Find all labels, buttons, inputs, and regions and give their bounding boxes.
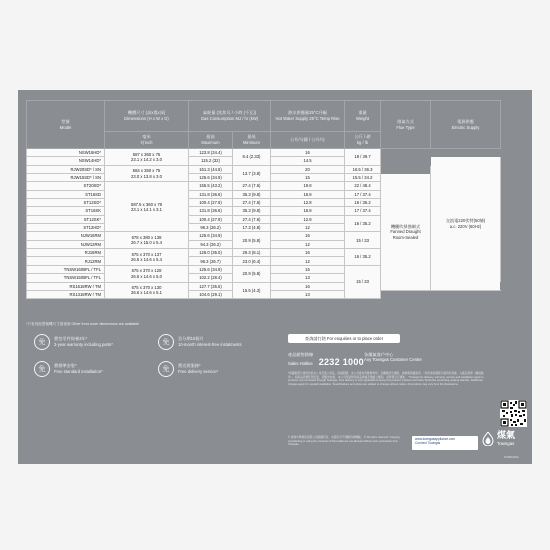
benefit-zh: 費包零件保養3年*	[54, 336, 88, 342]
website-link[interactable]	[412, 436, 478, 450]
gas-max-cell: 100.4 (27.9)	[189, 215, 233, 223]
gas-max-cell: 96.3 (26.2)	[189, 224, 233, 232]
water-cell: 16	[271, 282, 345, 290]
gas-min-cell: 20.9 (5.8)	[233, 265, 271, 282]
header-dim-units: 毫米 吋inch	[105, 132, 189, 149]
leaflet-code: TA/WH/2022	[504, 456, 519, 459]
benefit-zh: 費送貨服務*	[178, 363, 201, 369]
header-dimensions: 機體尺寸 (高x寬x深) Dimensions (H x W x D)	[105, 101, 189, 132]
gas-min-cell: 27.4 (7.6)	[233, 215, 271, 223]
model-cell: ST16SD	[27, 190, 105, 198]
gas-max-cell: 94.3 (26.2)	[189, 240, 233, 248]
weight-cell: 16.5 / 36.3	[345, 165, 381, 173]
water-cell: 16	[271, 249, 345, 257]
model-cell: NSW14HD*	[27, 157, 105, 165]
gas-max-cell: 126.0 (35.0)	[189, 249, 233, 257]
hotline-label-zh: 產品銷售熱線	[288, 352, 314, 357]
model-cell: NJW12RM	[27, 240, 105, 248]
weight-cell: 18 / 39.7	[345, 149, 381, 166]
model-cell: TNSW1608FL / TFL	[27, 265, 105, 273]
model-cell: RJW15SD* / SN	[27, 174, 105, 182]
weight-cell: 17 / 37.4	[345, 207, 381, 215]
gas-min-cell: 17.3 (4.8)	[233, 224, 271, 232]
benefit-delivery	[158, 361, 218, 377]
gas-min-cell: 35.3 (9.8)	[233, 207, 271, 215]
gas-max-cell: 125.6 (34.9)	[189, 174, 233, 182]
header-flue: 排氣方式 Flue Type	[381, 101, 431, 149]
spec-table	[26, 100, 501, 299]
header-hot-water: 熱水供應量25°C升幅 Hot Water Supply 25°C Temp Rise	[271, 101, 345, 132]
gas-min-cell: 13.7 (3.8)	[233, 165, 271, 182]
terms-text: *保養服務只適用於經本公司安裝之產品，保養期間，本公司會負責維修費用。有關條款及細則，請參閱保養證書。*免費送貨服務只適用於香港、九龍及新界（離島除外）。如產品需要特別安裝，需額外收費。本公司保留修改產品規格及價格之權利，而毋須另行通知。 *Charges for delivery, warranty, service and installation apply to products not purchased through Towngas. Free delivery is only applicable to Hong Kong Island, Kowloon and New Territories (excluding outlying islands). Additional charges apply for special installation. Specifications and prices are subject to change without notice. All products may vary from the illustrations.	[288, 372, 484, 386]
enquiry-label: 查詢請打熱 For enquiries or to place order	[304, 335, 384, 341]
water-cell: 12.8	[271, 215, 345, 223]
model-cell: ST20SD*	[27, 182, 105, 190]
water-cell: 16	[271, 149, 345, 157]
gas-max-cell: 125.6 (34.9)	[189, 265, 233, 273]
model-cell: RS1618RW / TM	[27, 282, 105, 290]
gas-max-cell: 125.6 (34.9)	[189, 232, 233, 240]
model-cell: NSW16HD*	[27, 149, 105, 157]
gas-max-cell: 155.5 (43.2)	[189, 182, 233, 190]
benefit-installation	[34, 361, 103, 377]
header-gas-max: 最高 Maximum	[189, 132, 233, 149]
water-cell: 12	[271, 257, 345, 265]
gas-max-cell: 123.8 (34.4)	[189, 149, 233, 157]
weight-cell: 16 / 35.2	[345, 215, 381, 232]
header-model: 型號 Model	[27, 101, 105, 149]
free-badge-icon: 免	[34, 361, 50, 377]
header-weight: 重量 Weight	[345, 101, 381, 132]
towngas-logo	[482, 432, 515, 446]
sales-hotline	[288, 352, 364, 367]
gas-max-cell: 104.6 (29.1)	[189, 290, 233, 298]
table-row	[27, 149, 501, 157]
model-cell: NJW16RM	[27, 232, 105, 240]
water-cell: 16	[271, 232, 345, 240]
flue-type-cell: 機櫃吹掃強制式 Fanned Draught Room-Sealed	[381, 174, 431, 291]
model-cell: RJW20SD* / SN	[27, 165, 105, 173]
water-cell: 15	[271, 174, 345, 182]
free-badge-icon: 免	[158, 334, 174, 350]
gas-min-cell: 15.5 (4.3)	[233, 282, 271, 299]
water-cell: 14.5	[271, 157, 345, 165]
gas-max-cell: 161.3 (44.8)	[189, 165, 233, 173]
logo-zh: 煤氣	[497, 431, 516, 441]
model-cell: RJ12RM	[27, 257, 105, 265]
water-cell: 12.8	[271, 199, 345, 207]
dimension-cell: 678 x 380 x 138 26.7 x 15.0 x 5.4	[105, 232, 189, 249]
weight-cell: 17 / 37.4	[345, 190, 381, 198]
centre-en: Any Towngas Customer Centre	[364, 357, 422, 363]
water-cell: 12	[271, 240, 345, 248]
gas-min-cell: 29.3 (8.1)	[233, 249, 271, 257]
water-cell: 16.8	[271, 207, 345, 215]
dimension-cell: 584 x 350 x 75 23.0 x 13.8 x 3.0	[105, 165, 189, 182]
gas-max-cell: 96.3 (26.7)	[189, 257, 233, 265]
model-cell: ST12HD*	[27, 224, 105, 232]
dimension-cell: 675 x 370 x 130 26.6 x 14.6 x 5.1	[105, 282, 189, 299]
model-cell: ST12SD*	[27, 199, 105, 207]
header-weight-units: 公斤 / 磅 kg / lb	[345, 132, 381, 149]
gas-min-cell: 23.0 (6.4)	[233, 257, 271, 265]
weight-cell: 15.5 / 34.2	[345, 174, 381, 182]
connect-label: Connect Towngas	[415, 441, 441, 446]
header-gas-min: 最低 Minimum	[233, 132, 271, 149]
header-gas: 氣耗量 (兆焦耳 / 小時 (千瓦)) Gas Consumption MJ / hr (kW)	[189, 101, 271, 132]
water-cell: 12	[271, 224, 345, 232]
model-cell: TNSW1508FL / TFL	[27, 274, 105, 282]
free-badge-icon: 免	[158, 361, 174, 377]
model-cell: ST16SK	[27, 207, 105, 215]
hotline-label-en: Sales Hotline	[288, 361, 313, 367]
water-cell: 13	[271, 290, 345, 298]
model-cell: RS1318RW / TM	[27, 290, 105, 298]
model-cell: RJ16RM	[27, 249, 105, 257]
electric-supply-cell: 交流電220伏特(50赫) a.c. 220V (50Hz)	[431, 157, 501, 291]
benefit-en: 10-month interest-free instalments	[178, 342, 242, 347]
dimension-cell: 675 x 370 x 137 26.6 x 14.6 x 5.4	[105, 249, 189, 266]
customer-centre	[364, 352, 422, 363]
website-url: www.towngasappliance.com	[415, 437, 456, 441]
gas-max-cell: 115.2 (32)	[189, 157, 233, 165]
logo-en: Towngas	[497, 441, 515, 446]
water-cell: 13	[271, 274, 345, 282]
water-cell: 16.8	[271, 190, 345, 198]
weight-cell: 22 / 48.4	[345, 182, 381, 190]
benefit-en: Free standard installation*	[54, 369, 103, 374]
table-footnote: *只有其他型號機尺寸請查詢 Other front cover dimensions are available	[26, 322, 140, 326]
gas-max-cell: 100.4 (27.9)	[189, 199, 233, 207]
flame-logo-icon	[482, 432, 494, 446]
weight-cell: 16 / 35.2	[345, 249, 381, 266]
free-badge-icon: 免	[34, 334, 50, 350]
weight-cell: 15 / 33	[345, 232, 381, 249]
gas-min-cell: 27.4 (7.6)	[233, 199, 271, 207]
gas-max-cell: 102.2 (28.4)	[189, 274, 233, 282]
gas-min-cell: 20.9 (5.8)	[233, 232, 271, 249]
gas-min-cell: 8.4 (2.33)	[233, 149, 271, 166]
header-electric: 電源供應 Electric Supply	[431, 101, 501, 149]
weight-cell: 16 / 35.2	[345, 199, 381, 207]
benefit-en: 3-year warranty including parts*	[54, 342, 113, 347]
benefit-instalments	[158, 334, 242, 350]
dimension-cell: 587 x 360 x 75 23.1 x 14.2 x 3.0	[105, 149, 189, 166]
weight-cell: 15 / 33	[345, 265, 381, 298]
water-cell: 16	[271, 265, 345, 273]
water-cell: 19.8	[271, 182, 345, 190]
table-row	[27, 165, 501, 173]
gas-max-cell: 131.8 (36.6)	[189, 190, 233, 198]
gas-min-cell: 35.3 (9.8)	[233, 190, 271, 198]
model-cell: ST12SK*	[27, 215, 105, 223]
benefit-warranty	[34, 334, 113, 350]
header-water-units: 公升/分鐘 / 公升/分	[271, 132, 345, 149]
water-cell: 20	[271, 165, 345, 173]
benefit-zh: 息分期10個月	[178, 336, 204, 342]
qr-code-icon[interactable]	[500, 400, 527, 427]
hotline-number[interactable]: 2232 1000	[318, 357, 364, 368]
enquiry-bar[interactable]	[288, 334, 400, 343]
centre-zh: 各煤氣客戶中心	[364, 352, 394, 357]
gas-max-cell: 127.7 (35.5)	[189, 282, 233, 290]
copyright-text: © 香港中華煤氣有限公司版權所有，未經許可不得翻印或轉載。 © All rights reserved. Copying, reproducing or using the contents of this leaflet are not allowed without prior permission from Towngas.	[288, 436, 401, 447]
benefit-zh: 費標準安裝*	[54, 363, 77, 369]
dimension-cell: 587.5 x 360 x 78 23.1 x 14.1 x 3.1	[105, 182, 189, 232]
dimension-cell: 675 x 370 x 128 26.6 x 14.6 x 5.0	[105, 265, 189, 282]
gas-min-cell: 27.4 (7.6)	[233, 182, 271, 190]
benefit-en: Free delivery service*	[178, 369, 219, 374]
gas-max-cell: 131.8 (36.6)	[189, 207, 233, 215]
